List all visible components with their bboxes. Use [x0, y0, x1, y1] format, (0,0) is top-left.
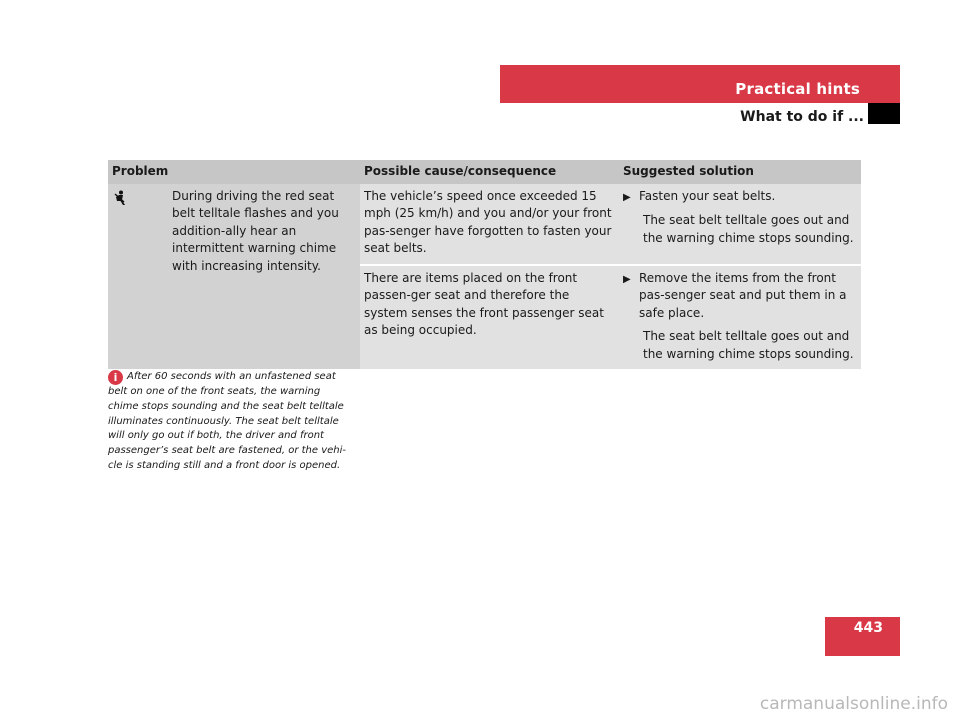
problem-text: During driving the red seat belt telltale flashes and you addition-ally hear an intermittent warning chime with increasing intensity.: [172, 188, 339, 273]
problem-cell: [108, 184, 360, 370]
page-number: 443: [853, 620, 883, 636]
header-problem: Problem: [108, 160, 360, 184]
solution-result: The seat belt telltale goes out and the warning chime stops sounding.: [643, 329, 854, 361]
solution-action: Fasten your seat belts.: [639, 188, 776, 203]
watermark: carmanualsonline.info: [759, 694, 948, 714]
table-header-row: [108, 160, 861, 184]
solution-step: [623, 270, 857, 323]
solution-action: Remove the items from the front pas-senger seat and put them in a safe place.: [639, 270, 847, 320]
solution-cell: [619, 184, 861, 265]
info-note: [108, 370, 353, 474]
solution-step: [623, 188, 857, 207]
bullet-arrow-icon: ▶: [623, 191, 631, 203]
section-title: Practical hints: [735, 80, 860, 98]
seat-belt-telltale-icon: [112, 188, 172, 276]
table-row: [108, 184, 861, 265]
solution-cell: [619, 265, 861, 370]
header-solution: Suggested solution: [619, 160, 861, 184]
thumb-tab: [868, 103, 900, 124]
header-cause: Possible cause/consequence: [360, 160, 619, 184]
subsection-title: What to do if ...: [740, 109, 864, 125]
cause-cell: There are items placed on the front passen-ger seat and therefore the system senses the front passenger seat as being occupied.: [360, 265, 619, 370]
cause-cell: The vehicle’s speed once exceeded 15 mph (25 km/h) and you and/or your front pas-senger have forgotten to fasten your seat belts.: [360, 184, 619, 265]
bullet-arrow-icon: ▶: [623, 273, 631, 285]
troubleshooting-table: [108, 160, 861, 369]
info-icon: i: [108, 370, 123, 385]
info-note-text: After 60 seconds with an unfastened seat belt on one of the front seats, the warning chime stops sounding and the seat belt telltale illuminates continuously. The seat belt telltale will only go out if both, the driver and front passenger’s seat belt are fastened, or the vehi-cle is standing still and a front door is opened.: [108, 371, 347, 471]
solution-result: The seat belt telltale goes out and the warning chime stops sounding.: [643, 213, 854, 245]
